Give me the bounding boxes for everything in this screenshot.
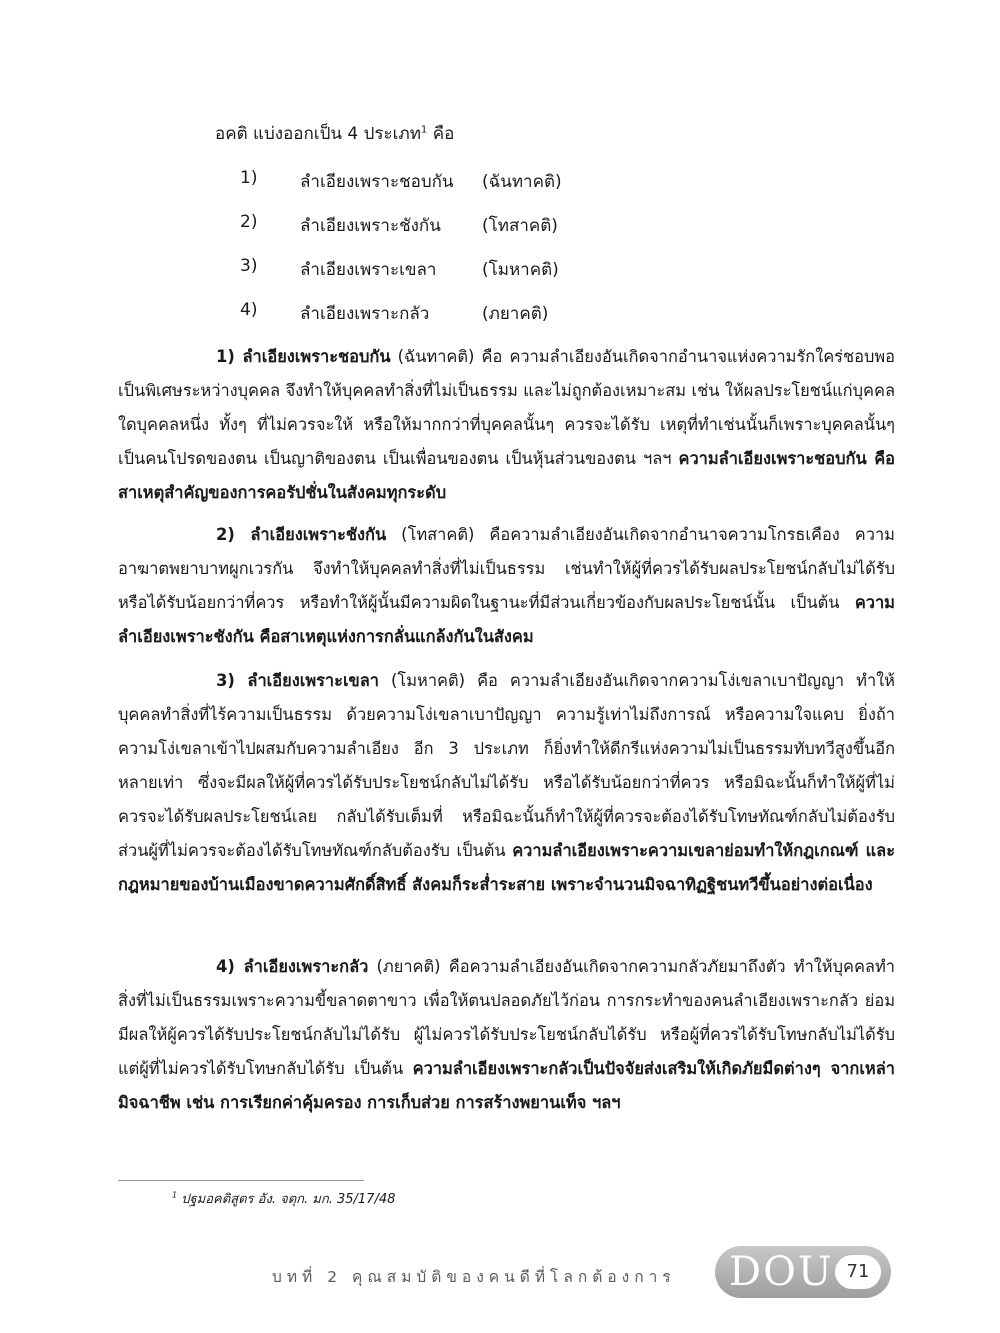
paragraph-heading: 4) ลำเอียงเพราะกลัว	[216, 957, 369, 976]
paragraph-heading: 1) ลำเอียงเพราะชอบกัน	[216, 347, 391, 366]
paragraph-conclusion: ความลำเอียงเพราะความเขลาย่อมทำให้กฎเกณฑ์ และกฎหมายของบ้านเมืองขาดความศักดิ์สิทธิ์ สังคมก็ระส่ำระสาย เพราะจำนวนมิจฉาทิฏฐิชนทวีขึ้นอย่างต่อเนื่อง	[118, 841, 895, 894]
footnote	[172, 1190, 395, 1210]
list-item-number: 1)	[240, 168, 258, 188]
chapter-title-footer: บทที่ 2 คุณสมบัติของคนดีที่โลกต้องการ	[272, 1268, 676, 1286]
paragraph-conclusion: ความลำเอียงเพราะกลัวเป็นปัจจัยส่งเสริมให้เกิดภัยมืดต่างๆ จากเหล่ามิจฉาชีพ เช่น การเรียกค่าคุ้มครอง การเก็บส่วย การสร้างพยานเท็จ ฯลฯ	[118, 1059, 895, 1112]
intro-text: อคติ แบ่งออกเป็น 4 ประเภท	[215, 124, 421, 144]
list-item-name: ลำเอียงเพราะเขลา	[300, 260, 437, 280]
paragraph-mohakhati	[118, 664, 895, 902]
footnote-ref[interactable]: 1	[420, 124, 428, 136]
intro-tail: คือ	[427, 124, 455, 144]
paragraph-body: (ฉันทาคติ) คือ ความลำเอียงอันเกิดจากอำนาจแห่งความรักใคร่ชอบพอเป็นพิเศษระหว่างบุคคล จึงทำให้บุคคลทำสิ่งที่ไม่เป็นธรรม และไม่ถูกต้องเหมาะสม เช่น ให้ผลประโยชน์แก่บุคคลใดบุคคลหนึ่ง ทั้งๆ ที่ไม่ควรจะให้ หรือให้มากกว่าที่บุคคลนั้นๆ ควรจะได้รับ เหตุที่ทำเช่นนั้นก็เพราะบุคคลนั้นๆ เป็นคนโปรดของตน เป็นญาติของตน เป็นเพื่อนของตน เป็นหุ้นส่วนของตน ฯลฯ	[118, 347, 895, 468]
list-item-term: (โมหาคติ)	[482, 260, 559, 280]
list-item-term: (ฉันทาคติ)	[482, 172, 562, 192]
page-badge	[715, 1246, 891, 1298]
paragraph-chanthakhati	[118, 340, 895, 510]
list-item-term: (ภยาคติ)	[482, 304, 549, 324]
paragraph-conclusion: ความลำเอียงเพราะชอบกัน คือสาเหตุสำคัญของการคอรัปชั่นในสังคมทุกระดับ	[118, 449, 895, 502]
list-item-number: 3)	[240, 256, 258, 276]
paragraph-body: (โมหาคติ) คือ ความลำเอียงอันเกิดจากความโง่เขลาเบาปัญญา ทำให้บุคคลทำสิ่งที่ไร้ความเป็นธรรม ด้วยความโง่เขลาเบาปัญญา ความรู้เท่าไม่ถึงการณ์ หรือความใจแคบ ยิ่งถ้าความโง่เขลาเข้าไปผสมกับความลำเอียง อีก 3 ประเภท ก็ยิ่งทำให้ดีกรีแห่งความไม่เป็นธรรมทับทวีสูงขึ้นอีกหลายเท่า ซึ่งจะมีผลให้ผู้ที่ควรได้รับประโยชน์กลับไม่ได้รับ หรือได้รับน้อยกว่าที่ควร หรือมิฉะนั้นก็ทำให้ผู้ที่ไม่ควรจะได้รับผลประโยชน์เลย กลับได้รับเต็มที่ หรือมิฉะนั้นก็ทำให้ผู้ที่ควรจะต้องได้รับโทษทัณฑ์กลับไม่ต้องรับ ส่วนผู้ที่ไม่ควรจะต้องได้รับโทษทัณฑ์กลับต้องรับ เป็นต้น	[118, 671, 895, 860]
paragraph-heading: 3) ลำเอียงเพราะเขลา	[216, 671, 379, 690]
footnote-text: ปฐมอคติสูตร อัง. จตุก. มก. 35/17/48	[181, 1192, 396, 1207]
paragraph-thosakhati	[118, 518, 895, 654]
list-item-number: 4)	[240, 300, 258, 320]
paragraph-conclusion: ความลำเอียงเพราะชังกัน คือสาเหตุแห่งการกลั่นแกล้งกันในสังคม	[118, 593, 895, 646]
intro-line	[215, 122, 454, 146]
list-item-name: ลำเอียงเพราะชอบกัน	[300, 172, 454, 192]
list-item-number: 2)	[240, 212, 258, 232]
list-item-name: ลำเอียงเพราะกลัว	[300, 304, 430, 324]
list-item-name: ลำเอียงเพราะชังกัน	[300, 216, 441, 236]
page-number: 71	[835, 1255, 881, 1289]
paragraph-phayakhati	[118, 950, 895, 1120]
dou-logo: DOU	[729, 1249, 834, 1295]
footnote-divider	[118, 1180, 364, 1181]
footnote-number: 1	[172, 1190, 178, 1200]
paragraph-heading: 2) ลำเอียงเพราะชังกัน	[216, 525, 387, 544]
paragraph-body: (ภยาคติ) คือความลำเอียงอันเกิดจากความกลัวภัยมาถึงตัว ทำให้บุคคลทำสิ่งที่ไม่เป็นธรรมเพราะความขี้ขลาดตาขาว เพื่อให้ตนปลอดภัยไว้ก่อน การกระทำของคนลำเอียงเพราะกลัว ย่อมมีผลให้ผู้ควรได้รับประโยชน์กลับไม่ได้รับ ผู้ไม่ควรได้รับประโยชน์กลับได้รับ หรือผู้ที่ควรได้รับโทษกลับไม่ได้รับ แต่ผู้ที่ไม่ควรได้รับโทษกลับได้รับ เป็นต้น	[118, 957, 895, 1078]
paragraph-body: (โทสาคติ) คือความลำเอียงอันเกิดจากอำนาจความโกรธเคือง ความอาฆาตพยาบาทผูกเวรกัน จึงทำให้บุคคลทำสิ่งที่ไม่เป็นธรรม เช่นทำให้ผู้ที่ควรได้รับผลประโยชน์กลับไม่ได้รับหรือได้รับน้อยกว่าที่ควร หรือทำให้ผู้นั้นมีความผิดในฐานะที่มีส่วนเกี่ยวข้องกับผลประโยชน์นั้น เป็นต้น	[118, 525, 895, 612]
list-item-term: (โทสาคติ)	[482, 216, 558, 236]
